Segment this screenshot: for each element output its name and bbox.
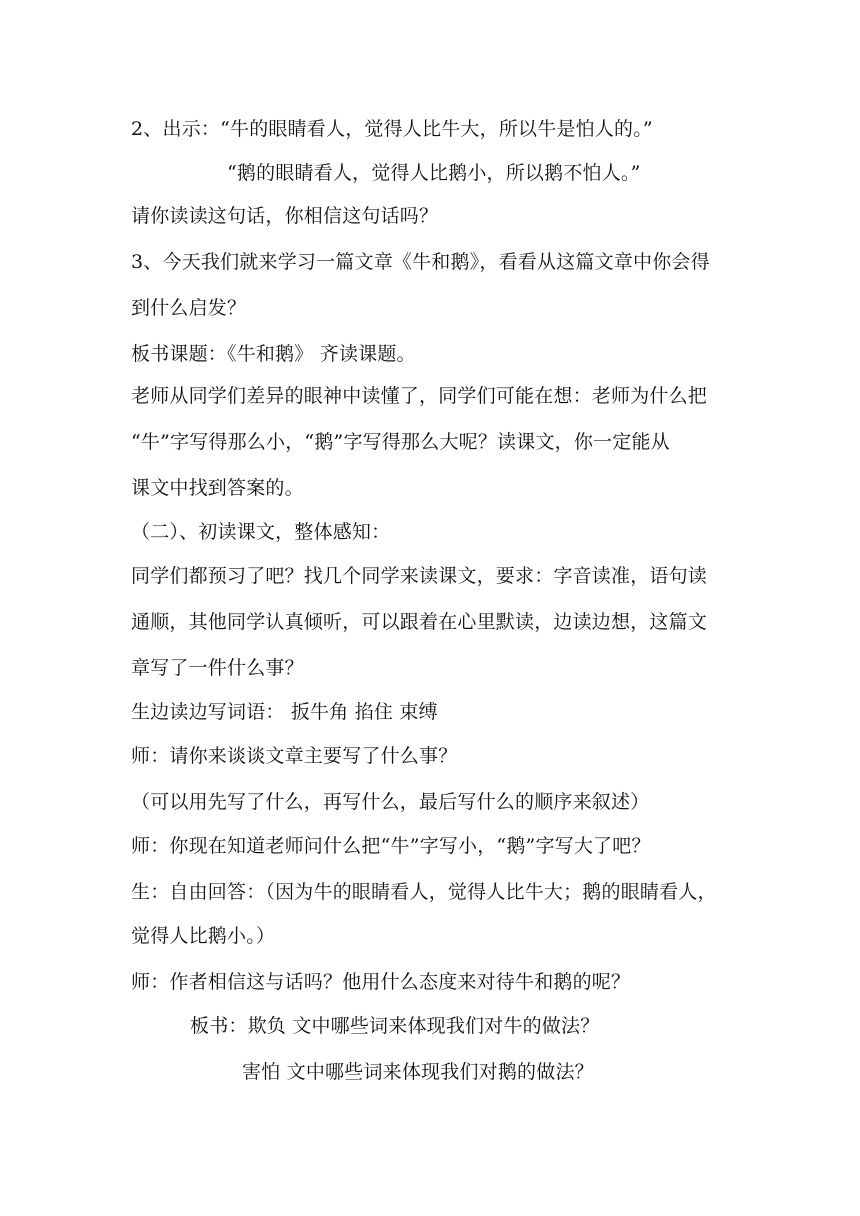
text-line-4: 3、今天我们就来学习一篇文章《牛和鹅》，看看从这篇文章中你会得	[131, 251, 710, 273]
text-line-11: 同学们都预习了吧？找几个同学来读课文，要求：字音读准，语句读	[131, 565, 708, 587]
text-line-16: （可以用先写了什么，再写什么，最后写什么的顺序来叙述）	[131, 791, 650, 813]
text-line-18: 生：自由回答：（因为牛的眼睛看人，觉得人比牛大；鹅的眼睛看人，	[131, 881, 717, 903]
text-line-6: 板书课题：《牛和鹅》 齐读课题。	[131, 343, 416, 365]
text-line-19: 觉得人比鹅小。）	[131, 925, 276, 947]
text-line-12: 通顺，其他同学认真倾听，可以跟着在心里默读，边读边想，这篇文	[131, 611, 708, 633]
text-line-21: 板书：欺负 文中哪些词来体现我们对牛的做法？	[190, 1015, 600, 1037]
text-line-5: 到什么启发？	[131, 297, 247, 319]
text-line-14: 生边读边写词语： 扳牛角 掐住 束缚	[131, 701, 438, 723]
text-line-1: 2、出示：“牛的眼睛看人，觉得人比牛大，所以牛是怕人的。”	[131, 118, 653, 140]
text-line-17: 师：你现在知道老师问什么把“牛”字写小，“鹅”字写大了吧？	[131, 835, 651, 857]
text-line-15: 师：请你来谈谈文章主要写了什么事？	[131, 745, 458, 767]
section-heading: （二）、初读课文，整体感知：	[131, 521, 391, 543]
text-line-13: 章写了一件什么事？	[131, 657, 304, 679]
text-line-3: 请你读读这句话，你相信这句话吗？	[131, 205, 439, 227]
text-line-8: “牛”字写得那么小，“鹅”字写得那么大呢？读课文，你一定能从	[131, 431, 670, 453]
text-line-2: “鹅的眼睛看人，觉得人比鹅小，所以鹅不怕人。”	[227, 162, 641, 184]
text-line-7: 老师从同学们差异的眼神中读懂了，同学们可能在想：老师为什么把	[131, 385, 708, 407]
text-line-20: 师：作者相信这与话吗？他用什么态度来对待牛和鹅的呢？	[131, 971, 631, 993]
text-line-9: 课文中找到答案的。	[131, 477, 304, 499]
text-line-22: 害怕 文中哪些词来体现我们对鹅的做法？	[242, 1061, 594, 1083]
